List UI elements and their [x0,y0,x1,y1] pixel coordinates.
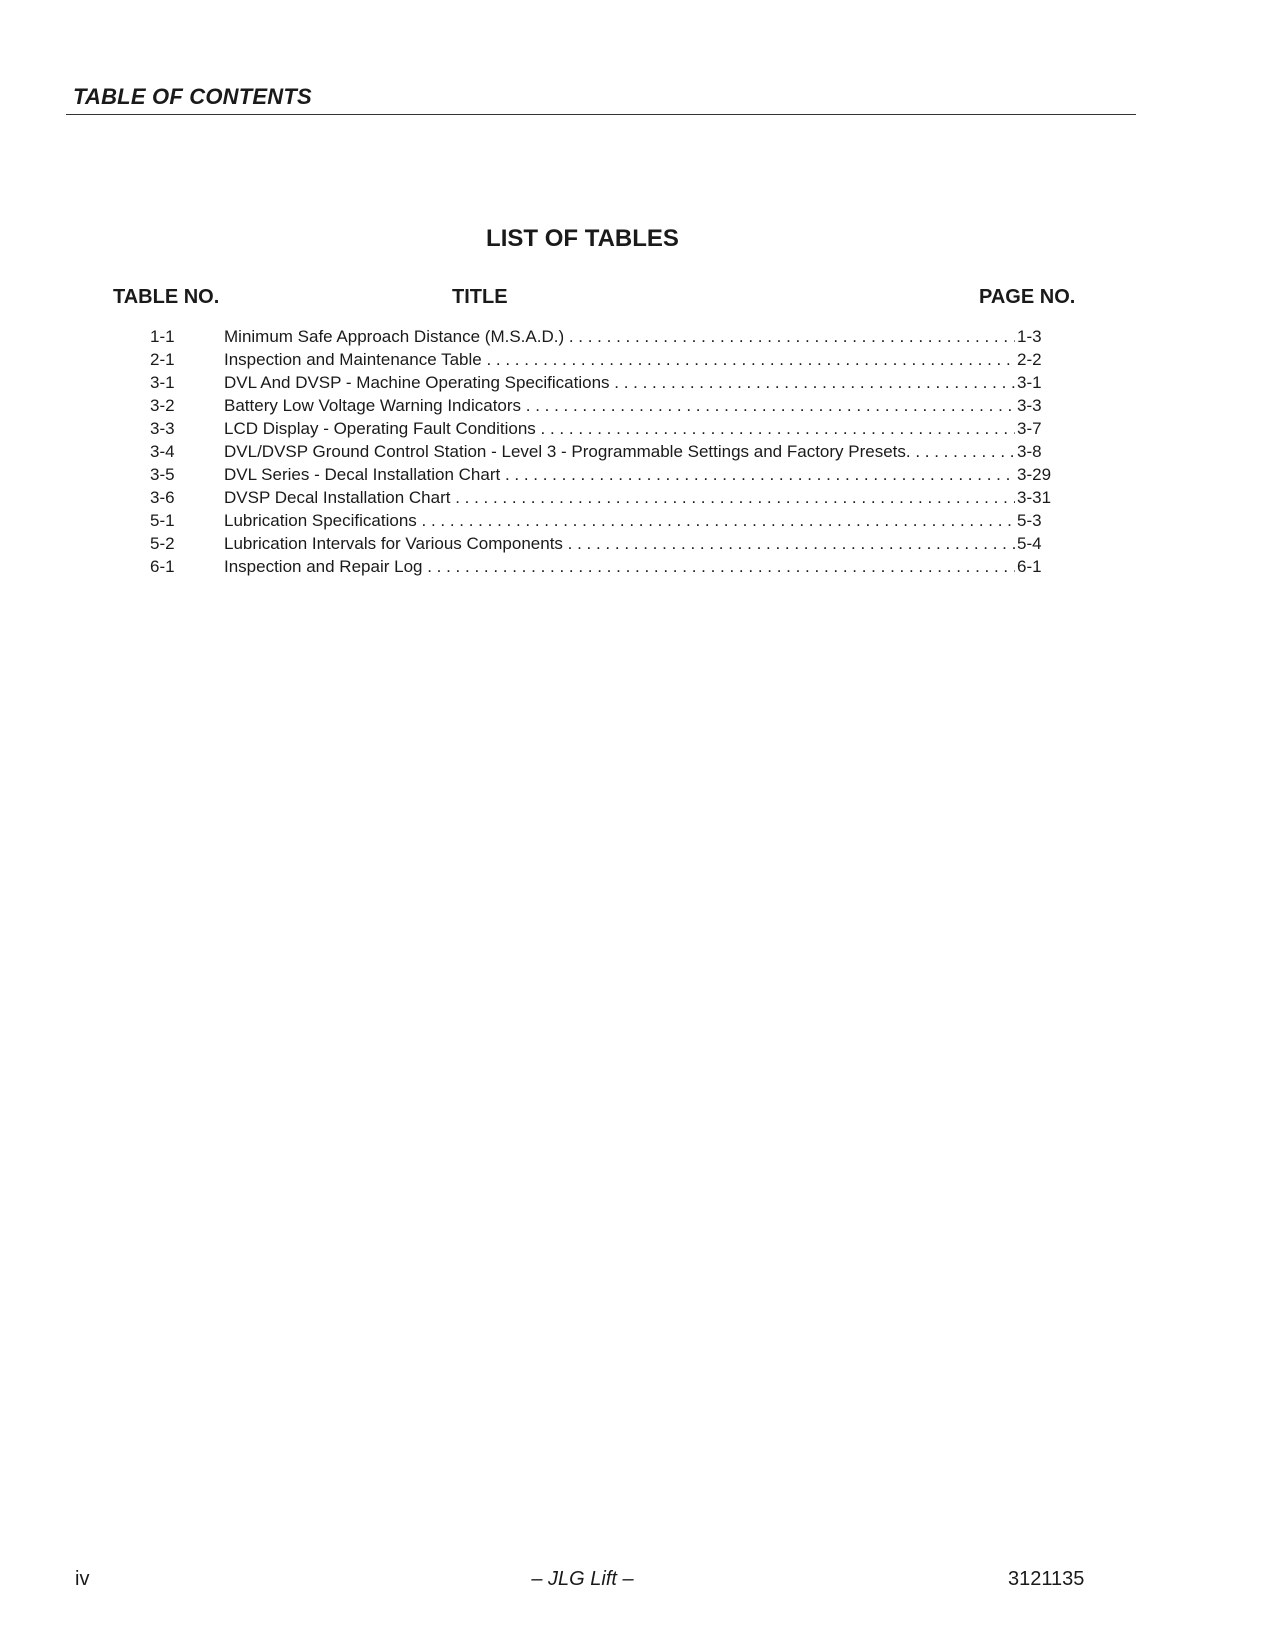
running-header: TABLE OF CONTENTS [73,84,312,109]
table-title: LCD Display - Operating Fault Conditions . . . [224,417,1015,440]
page-number: 5-4 [1017,534,1042,553]
table-number: 5-2 [150,534,175,553]
header-rule [66,114,1136,115]
table-number: 3-6 [150,488,175,507]
table-title: DVSP Decal Installation Chart . . . [224,486,1015,509]
page-number: 3-3 [1017,396,1042,415]
table-number: 3-1 [150,373,175,392]
list-title: LIST OF TABLES [486,225,679,252]
page-number: 2-2 [1017,350,1042,369]
footer-doc-number: 3121135 [1008,1568,1085,1590]
table-title: Battery Low Voltage Warning Indicators . . . [224,394,1015,417]
page-number: 6-1 [1017,557,1042,576]
column-header-page-no: PAGE NO. [979,286,1076,308]
page-number: 1-3 [1017,327,1042,346]
column-header-table-no: TABLE NO. [113,286,220,308]
table-title: Lubrication Intervals for Various Components . . . [224,532,1015,555]
table-number: 6-1 [150,557,175,576]
table-number: 3-5 [150,465,175,484]
table-title: DVL And DVSP - Machine Operating Specifications . . . [224,371,1015,394]
table-title: Inspection and Repair Log . . . [224,555,1015,578]
table-title: Minimum Safe Approach Distance (M.S.A.D.) . . . [224,325,1015,348]
page-number: 3-7 [1017,419,1042,438]
table-number: 3-3 [150,419,175,438]
table-title: Lubrication Specifications . . . [224,509,1015,532]
table-title: DVL Series - Decal Installation Chart . . . [224,463,1015,486]
table-number: 2-1 [150,350,175,369]
table-title: Inspection and Maintenance Table . . . [224,348,1015,371]
page-number: 5-3 [1017,511,1042,530]
page-number: 3-8 [1017,442,1042,461]
page-number: 3-1 [1017,373,1042,392]
table-number: 3-2 [150,396,175,415]
page-number: 3-29 [1017,465,1052,484]
table-title: DVL/DVSP Ground Control Station - Level 3 - Programmable Settings and Factory Presets. . . . [224,440,1015,463]
footer-brand: – JLG Lift – [531,1568,634,1590]
page-number: 3-31 [1017,488,1052,507]
table-number: 1-1 [150,327,175,346]
footer-page-number: iv [75,1568,90,1590]
column-header-title: TITLE [452,286,508,308]
table-number: 5-1 [150,511,175,530]
table-number: 3-4 [150,442,175,461]
